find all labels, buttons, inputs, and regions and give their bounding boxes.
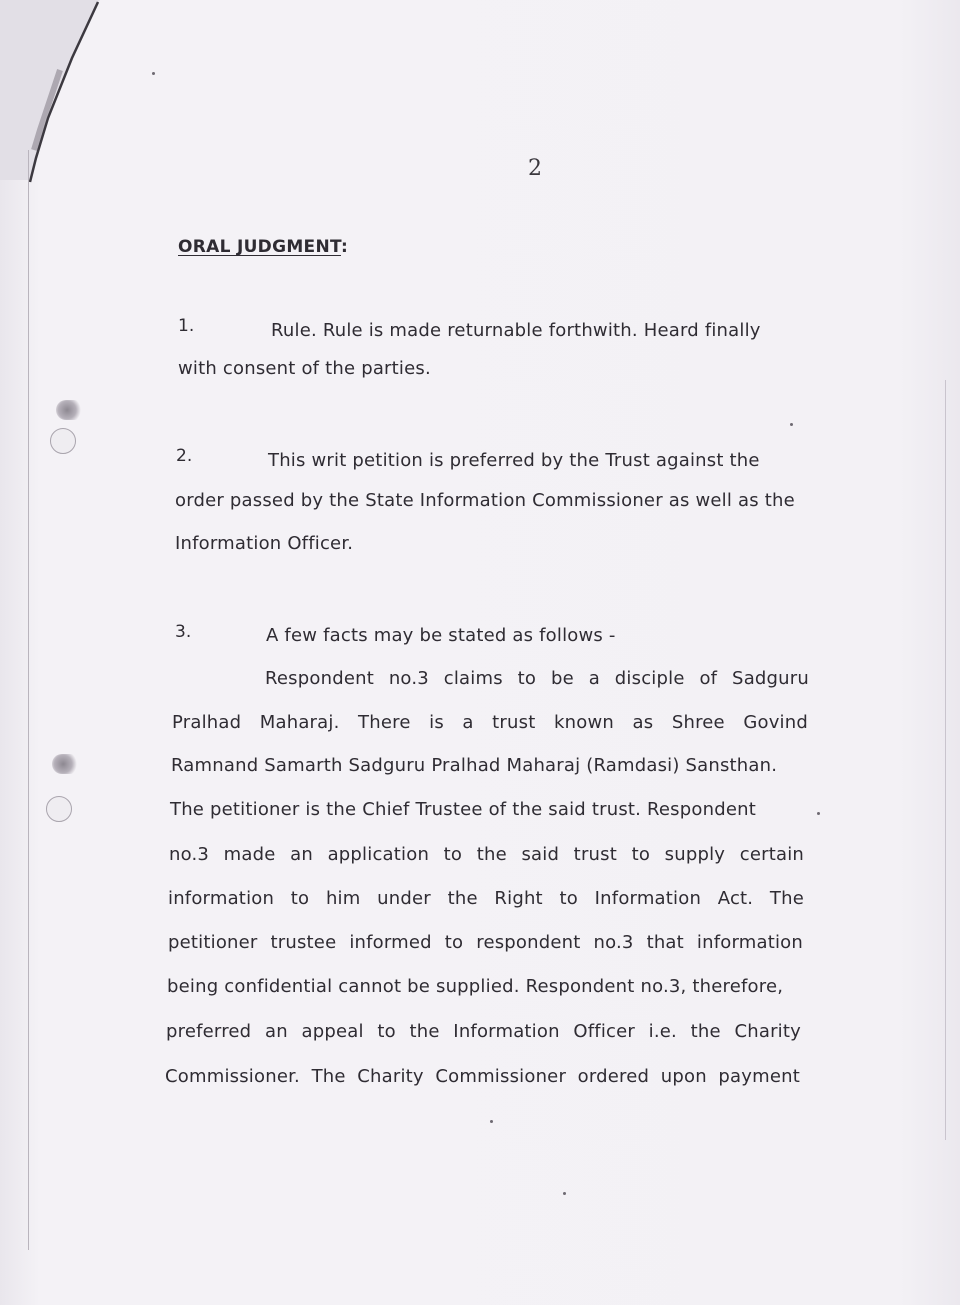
paragraph-line: no.3 made an application to the said trust to supply certain <box>169 844 804 865</box>
paragraph-line: information to him under the Right to Information Act. The <box>168 888 804 909</box>
scan-speck <box>790 423 793 426</box>
paragraph-line: Respondent no.3 claims to be a disciple of Sadguru <box>265 668 809 689</box>
scan-speck <box>817 812 820 815</box>
paragraph-line: Commissioner. The Charity Commissioner ordered upon payment <box>165 1066 800 1087</box>
punch-hole-bottom <box>46 796 72 822</box>
paragraph-number: 2. <box>176 446 193 466</box>
paragraph-line: being confidential cannot be supplied. Respondent no.3, therefore, <box>167 976 784 997</box>
left-fold-line <box>28 150 29 1250</box>
scan-speck <box>563 1192 566 1195</box>
paragraph-line: with consent of the parties. <box>178 358 431 379</box>
staple-mark-top <box>56 400 84 420</box>
paragraph-line: petitioner trustee informed to respondent no.3 that information <box>168 932 803 953</box>
paragraph-line: The petitioner is the Chief Trustee of the said trust. Respondent <box>170 799 756 820</box>
staple-mark-bottom <box>52 754 80 774</box>
scan-speck <box>490 1120 493 1123</box>
paragraph-line: Pralhad Maharaj. There is a trust known as Shree Govind <box>172 712 808 733</box>
punch-hole-top <box>50 428 76 454</box>
right-edge-line <box>945 380 946 1140</box>
paragraph-number: 1. <box>178 316 195 336</box>
paragraph-line: Rule. Rule is made returnable forthwith. Heard finally <box>271 320 761 341</box>
paragraph-line: Information Officer. <box>175 533 354 554</box>
paragraph-line: preferred an appeal to the Information Officer i.e. the Charity <box>166 1021 801 1042</box>
heading-text: ORAL JUDGMENT <box>178 237 341 257</box>
page-number: 2 <box>528 156 542 181</box>
paragraph-line: This writ petition is preferred by the Trust against the <box>268 450 760 471</box>
heading-colon: : <box>340 237 349 257</box>
paragraph-line: order passed by the State Information Commissioner as well as the <box>175 490 795 511</box>
scan-speck <box>152 72 155 75</box>
section-heading <box>178 237 348 257</box>
paragraph-line: A few facts may be stated as follows - <box>266 625 616 646</box>
paragraph-line: Ramnand Samarth Sadguru Pralhad Maharaj (Ramdasi) Sansthan. <box>171 755 778 776</box>
paragraph-number: 3. <box>175 622 192 642</box>
torn-corner-mark <box>0 0 120 200</box>
